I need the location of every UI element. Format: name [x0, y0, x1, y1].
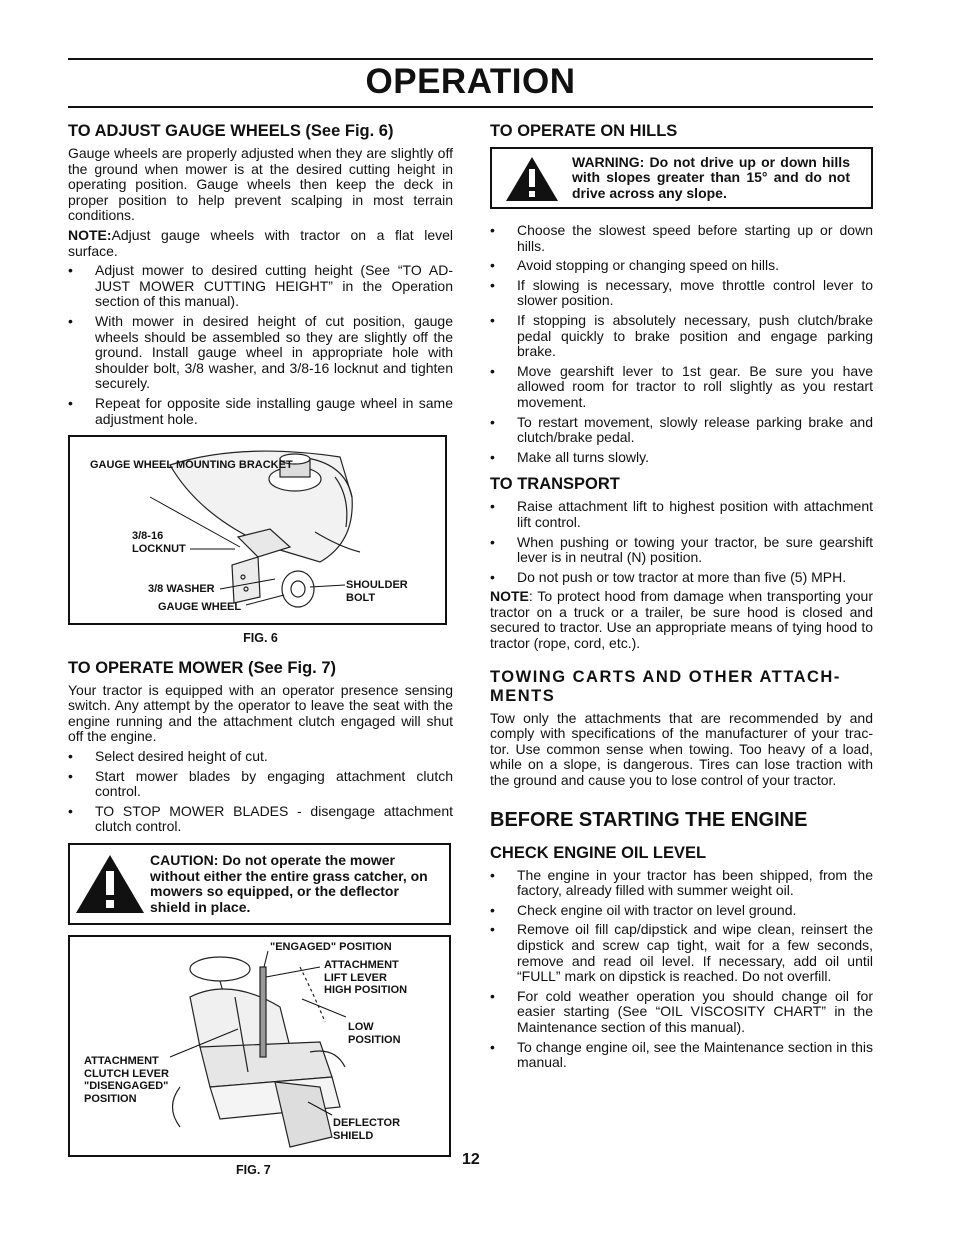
list-item: • If stopping is absolutely necessary, push clutch/brake pedal quickly to brake position and engage parking brake. [490, 313, 873, 360]
figure-6-caption: FIG. 6 [243, 631, 278, 646]
towing-heading: TOWING CARTS AND OTHER ATTACH-MENTS [490, 667, 841, 705]
oil-steps [490, 868, 873, 1071]
caution-box [68, 843, 451, 925]
label-low-position: LOW POSITION [348, 1021, 401, 1046]
list-item: • Start mower blades by engaging attachment clutch control. [68, 769, 453, 800]
label-lift-lever: ATTACHMENT LIFT LEVER HIGH POSITION [324, 959, 408, 997]
warning-triangle-icon [70, 849, 150, 919]
left-column [68, 122, 453, 1191]
label-deflector-shield: DEFLECTOR SHIELD [333, 1117, 401, 1142]
gauge-note [68, 228, 453, 259]
list-item: • Move gearshift lever to 1st gear. Be sure you have allowed room for tractor to roll slightly as you restart movement. [490, 364, 873, 411]
list-item: • Choose the slowest speed before starting up or down hills. [490, 223, 873, 254]
warning-triangle-icon [492, 151, 572, 205]
warning-box [490, 147, 873, 209]
right-column [490, 122, 873, 1075]
transport-heading: TO TRANSPORT [490, 475, 620, 494]
title-rule [68, 106, 873, 108]
list-item: • If slowing is necessary, move throttle control lever to slower position. [490, 278, 873, 309]
mower-steps [68, 749, 453, 835]
note-text: : To protect hood from damage when transporting your tractor on a truck or a trailer, be sure hood is closed and secured to tractor. Use an appropriate means of tying hood to tractor (rope, cord, etc.). [490, 588, 873, 652]
page-number: 12 [462, 1151, 480, 1168]
list-item: • Make all turns slowly. [490, 450, 873, 466]
list-item: • Select desired height of cut. [68, 749, 453, 765]
label-locknut: 3/8-16 LOCKNUT [132, 530, 186, 555]
list-item: • Raise attachment lift to highest position with attachment lift control. [490, 499, 873, 530]
list-item: • Remove oil fill cap/dipstick and wipe clean, reinsert the dipstick and screw cap tight, wait for a few seconds, remove and read oil level. If necessary, add oil until “FULL” mark on dipstick is reached. Do not overfill. [490, 922, 873, 984]
hills-heading: TO OPERATE ON HILLS [490, 122, 678, 140]
gauge-steps [68, 263, 453, 427]
gauge-intro: Gauge wheels are properly adjusted when they are slightly off the ground when mower is at the desired cutting height in operating position. Gauge wheels then keep the deck in proper position to help prevent scalping in most terrain conditions. [68, 145, 453, 224]
mower-intro: Your tractor is equipped with an operator presence sensing switch. Any attempt by the operator to leave the seat with the engine running and the attachment clutch engaged will shut off the engine. [68, 681, 453, 745]
gauge-heading: TO ADJUST GAUGE WHEELS (See Fig. 6) [68, 122, 394, 140]
list-item: • Do not push or tow tractor at more than five (5) MPH. [490, 570, 873, 586]
list-item: • Repeat for opposite side installing gauge wheel in same adjustment hole. [68, 396, 453, 427]
page-title: OPERATION [365, 62, 576, 101]
figure-7 [68, 935, 451, 1157]
figure-7-caption: FIG. 7 [236, 1163, 271, 1178]
list-item: • With mower in desired height of cut position, gauge wheels should be assembled so they are slightly off the ground. Install gauge wheel in appropriate hole with shoulder bolt, 3/8 washer, and 3/8-16 locknut and tighten securely. [68, 314, 453, 392]
list-item: • Check engine oil with tractor on level ground. [490, 903, 873, 919]
list-item: • Adjust mower to desired cutting height (See “TO AD-JUST MOWER CUTTING HEIGHT” in the Operation section of this manual). [68, 263, 453, 310]
transport-steps [490, 499, 873, 585]
label-mounting-bracket: GAUGE WHEEL MOUNTING BRACKET [90, 459, 293, 472]
engine-heading: BEFORE STARTING THE ENGINE [490, 808, 808, 831]
list-item: • To change engine oil, see the Maintenance section in this manual. [490, 1040, 873, 1071]
label-engaged-position: "ENGAGED" POSITION [270, 941, 392, 954]
note-text: Adjust gauge wheels with tractor on a flat level surface. [68, 226, 453, 259]
hills-steps [490, 223, 873, 465]
list-item: • When pushing or towing your tractor, be sure gearshift lever is in neutral (N) position. [490, 535, 873, 566]
list-item: • TO STOP MOWER BLADES - disengage attachment clutch control. [68, 804, 453, 835]
list-item: • The engine in your tractor has been shipped, from the factory, already filled with summer weight oil. [490, 868, 873, 899]
towing-text: Tow only the attachments that are recommended by and comply with specifications of the manufacturer of your trac-tor. Use common sense when towing. Too heavy of a load, while on a slope, is dangerous. Tires can lose traction with the ground and cause you to lose control of your tractor. [490, 709, 873, 789]
top-rule [68, 58, 873, 60]
list-item: • Avoid stopping or changing speed on hills. [490, 258, 873, 274]
label-shoulder-bolt: SHOULDER BOLT [346, 579, 408, 604]
mower-heading: TO OPERATE MOWER (See Fig. 7) [68, 658, 336, 677]
label-washer: 3/8 WASHER [148, 583, 215, 596]
caution-text: CAUTION: Do not operate the mower without either the entire grass catcher, on mowers so equipped, or the deflector shield in place. [150, 852, 428, 915]
label-gauge-wheel: GAUGE WHEEL [158, 601, 242, 614]
label-clutch-lever: ATTACHMENT CLUTCH LEVER "DISENGAGED" POSITION [84, 1055, 169, 1105]
list-item: • For cold weather operation you should change oil for easier starting (See “OIL VISCOSITY CHART” in the Maintenance section of this manual). [490, 989, 873, 1036]
note-label: NOTE [490, 588, 529, 605]
warning-text: WARNING: Do not drive up or down hills with slopes greater than 15° and do not drive across any slope. [572, 153, 850, 201]
oil-heading: CHECK ENGINE OIL LEVEL [490, 843, 707, 862]
figure-6 [68, 435, 447, 625]
note-label: NOTE: [68, 226, 112, 243]
list-item: • To restart movement, slowly release parking brake and clutch/brake pedal. [490, 415, 873, 446]
transport-note [490, 589, 873, 651]
